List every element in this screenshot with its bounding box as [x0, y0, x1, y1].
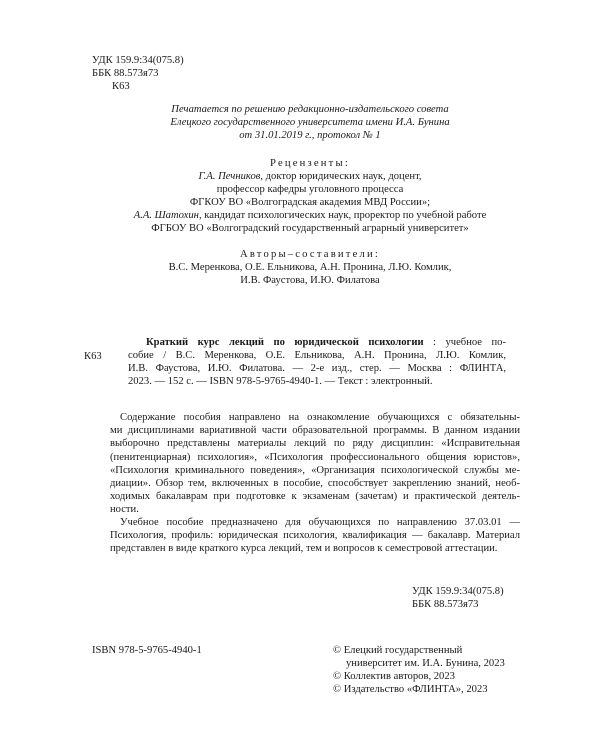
bib-line [146, 336, 506, 349]
reviewers-heading: Рецензенты: [270, 158, 350, 169]
author-mark-top: К63 [112, 81, 130, 92]
abstract-line: выборочно представлены материалы лекций по ряду дисциплин: «Исправительная [110, 438, 520, 450]
bib-line: собие / В.С. Меренкова, О.Е. Ельникова, А.Н. Пронина, Л.Ю. Комлик, [128, 350, 506, 361]
abstract-line: представлен в виде краткого курса лекций, тем и вопросов к семестровой аттестации. [110, 543, 498, 555]
copyright-line: © Коллектив авторов, 2023 [333, 671, 455, 682]
reviewer-1-org: ФГКОУ ВО «Волгоградская академия МВД России»; [189, 197, 431, 208]
publication-decision-line: Елецкого государственного университета имени И.А. Бунина [170, 117, 450, 128]
abstract-line: ми дисциплинами вариативной части образовательной программы. В данном издании [110, 425, 520, 437]
bib-title: Краткий курс лекций по юридической психологии [146, 337, 424, 348]
bib-line: 2023. — 152 с. — ISBN 978-5-9765-4940-1. — Текст : электронный. [128, 376, 433, 388]
udk-bottom: УДК 159.9:34(075.8) [412, 586, 504, 597]
publication-decision-line: от 31.01.2019 г., протокол № 1 [239, 130, 381, 141]
authors-heading: Авторы–составители: [239, 249, 380, 260]
reviewer-1-position: профессор кафедры уголовного процесса [216, 184, 404, 195]
abstract-paragraph-2 [110, 516, 520, 556]
bib-title-rest: : учебное по- [423, 337, 506, 348]
authors-line: И.В. Фаустова, И.Ю. Филатова [240, 275, 380, 286]
reviewer-2-title: , кандидат психологических наук, проректор по учебной работе [198, 210, 487, 221]
udk-top: УДК 159.9:34(075.8) [92, 55, 184, 66]
abstract-line: Учебное пособие предназначено для обучающихся по направлению 37.03.01 — [120, 517, 520, 528]
abstract-line: Психология, профиль: юридическая психология, квалификация — бакалавр. Материал [110, 530, 520, 542]
abstract-paragraph-1 [110, 411, 520, 517]
bbk-bottom: ББК 88.573я73 [412, 599, 479, 610]
abstract-line: Содержание пособия направлено на ознакомление обучающихся с обязательны- [120, 412, 520, 423]
copyright-line: © Издательство «ФЛИНТА», 2023 [333, 684, 488, 695]
reviewer-1-title: , доктор юридических наук, доцент, [260, 171, 422, 182]
reviewer-2-name: А.А. Шатохин [133, 210, 199, 221]
abstract-line: «Психология криминального поведения», «Организация психологической службы ме- [110, 464, 520, 476]
authors-line: В.С. Меренкова, О.Е. Ельникова, А.Н. Пронина, Л.Ю. Комлик, [168, 262, 452, 273]
bib-author-mark: К63 [84, 351, 102, 362]
bbk-top: ББК 88.573я73 [92, 68, 159, 79]
abstract-line: диации». Обзор тем, включенных в пособие, способствует закреплению знаний, необ- [110, 478, 520, 490]
abstract-line: ходимых бакалаврам при подготовке к экзаменам (зачетам) и практической деятель- [110, 491, 520, 503]
abstract-line: (пенитенциарная) психология», «Психология профессионального общения юристов», [110, 451, 520, 463]
bib-line: И.В. Фаустова, И.Ю. Филатова. — 2-е изд., стер. — Москва : ФЛИНТА, [128, 363, 506, 375]
reviewer-2-org: ФГБОУ ВО «Волгоградский государственный аграрный университет» [151, 223, 469, 234]
abstract-line: ности. [110, 504, 139, 516]
copyright-line: © Елецкий государственный [333, 645, 463, 656]
reviewer-1-line [60, 170, 560, 183]
isbn: ISBN 978-5-9765-4940-1 [92, 645, 202, 656]
bib-record [146, 336, 506, 349]
bib-record-cont [128, 349, 506, 389]
publication-decision-line: Печатается по решению редакционно-издательского совета [171, 104, 449, 115]
reviewer-1-name: Г.А. Печников [198, 171, 261, 182]
copyright-line: университет им. И.А. Бунина, 2023 [346, 658, 505, 669]
reviewer-2-line [60, 209, 560, 222]
